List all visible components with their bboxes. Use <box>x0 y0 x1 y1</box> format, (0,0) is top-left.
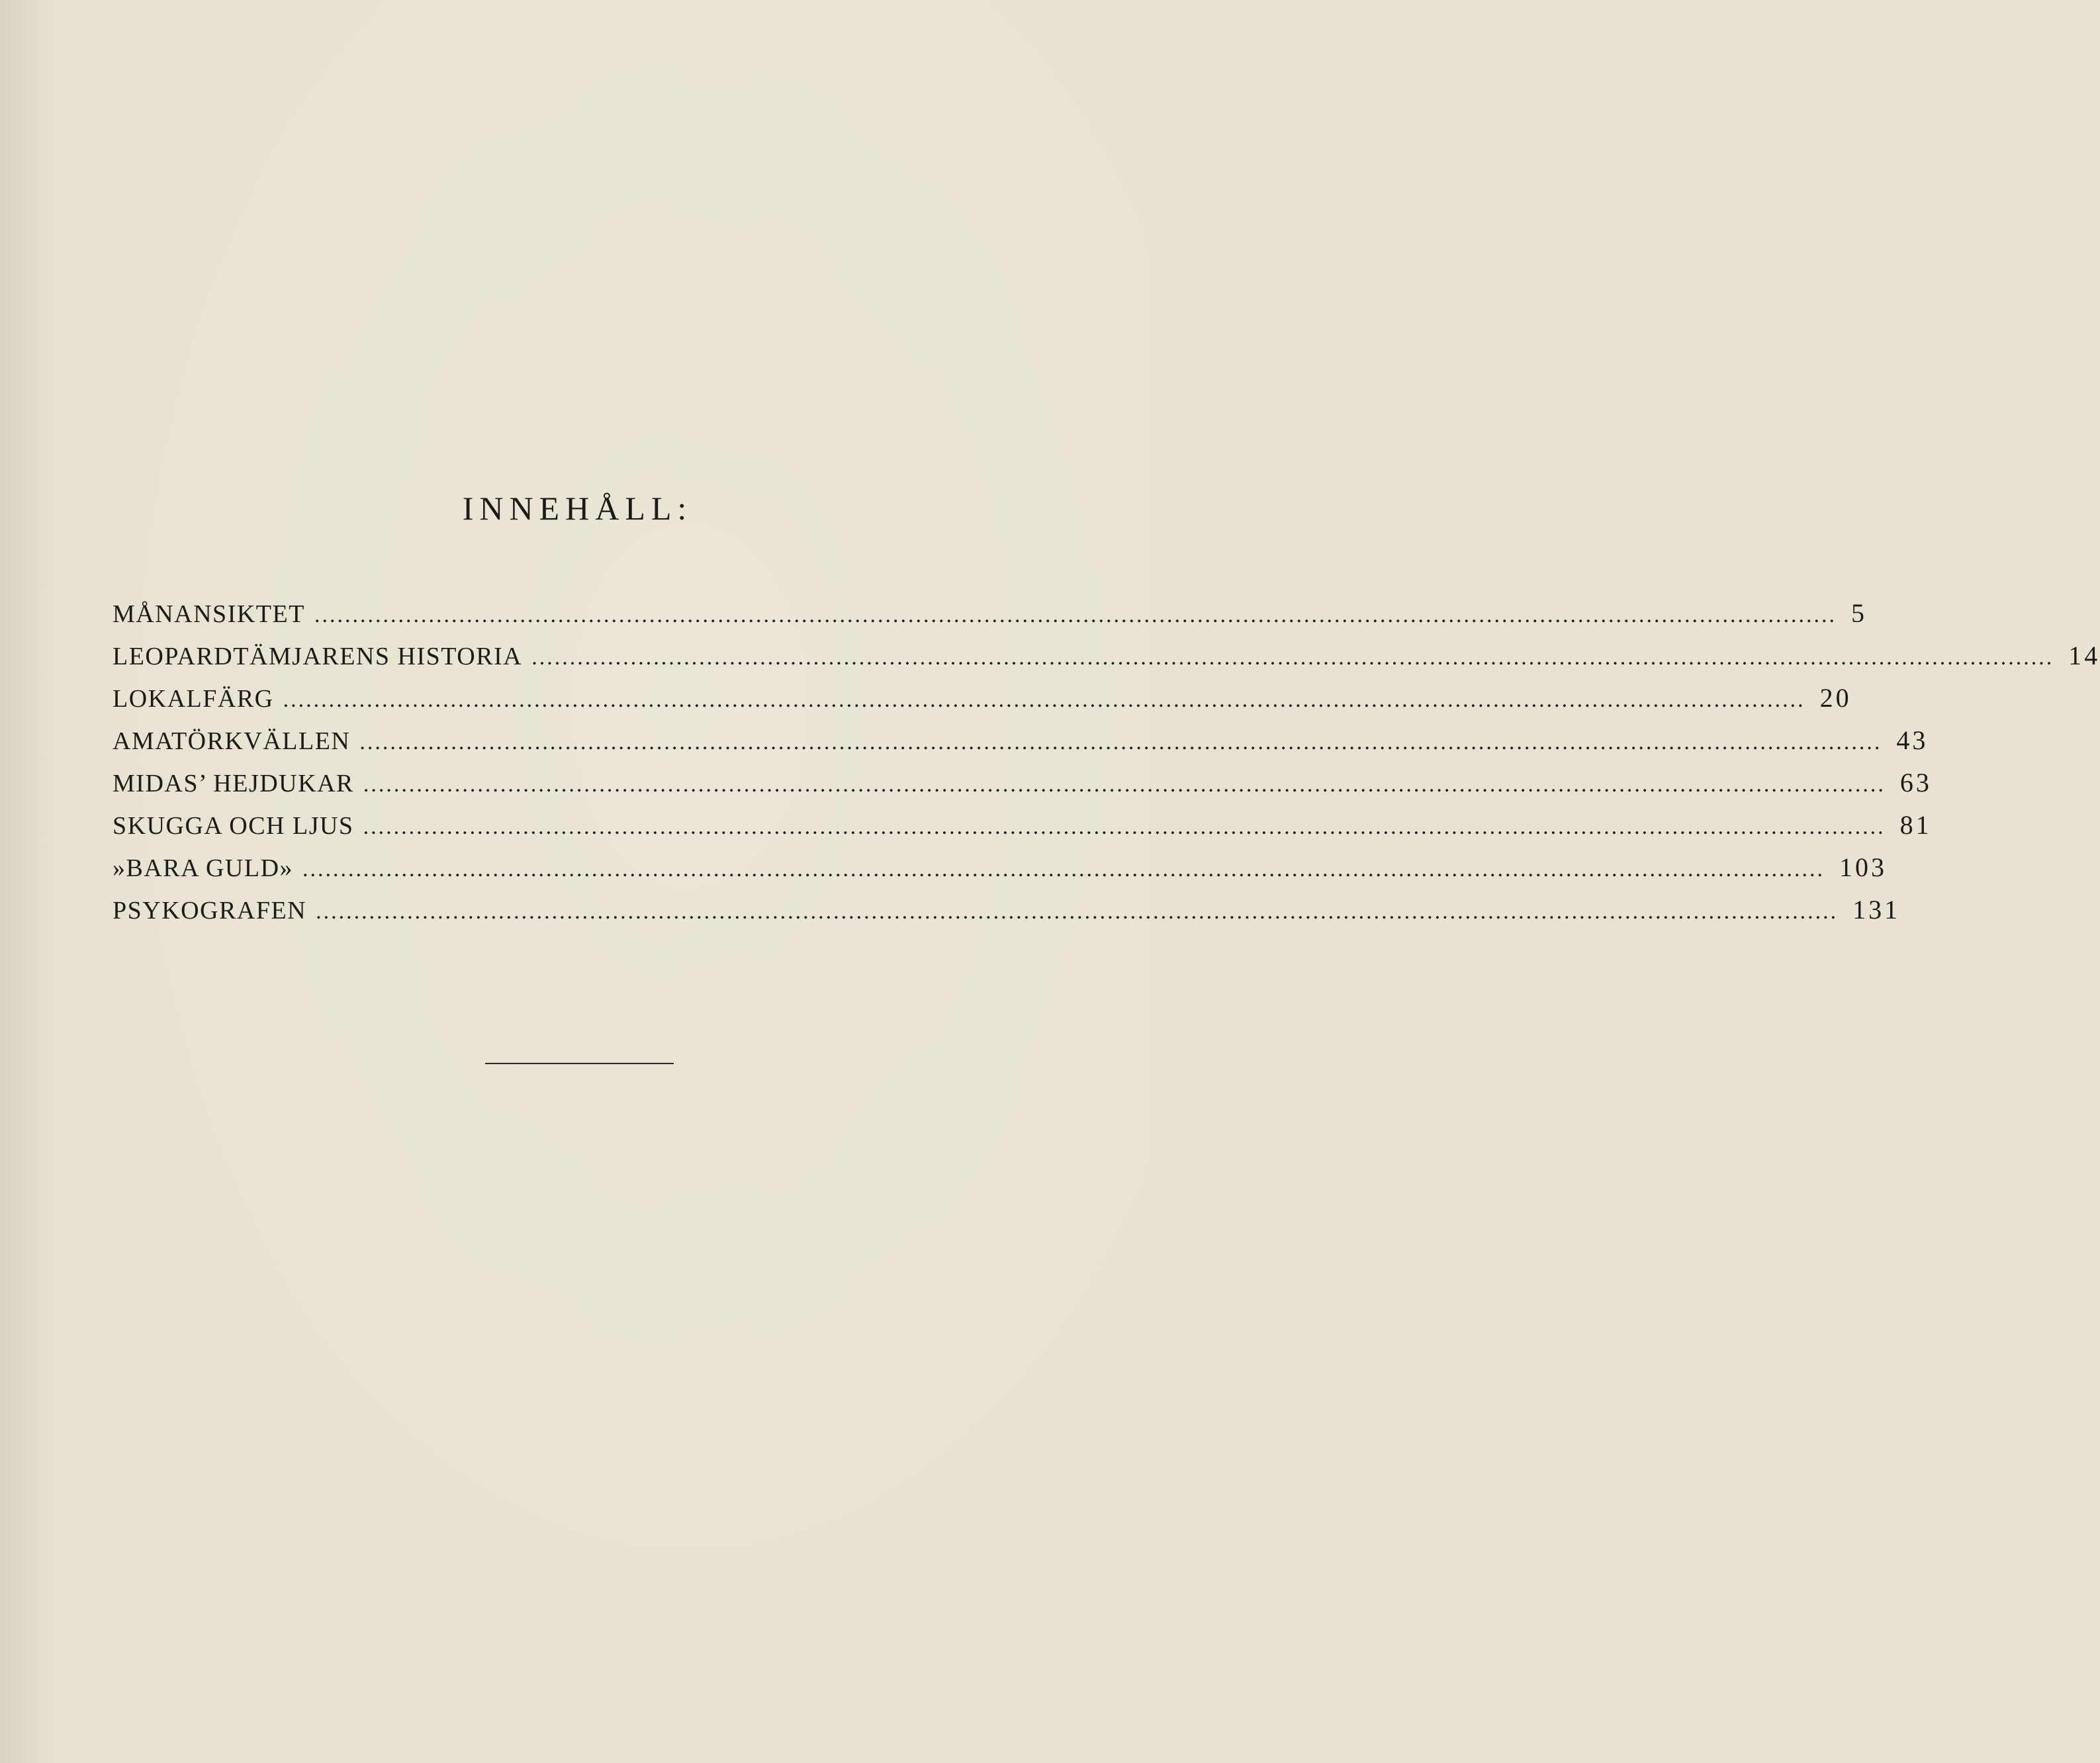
section-divider-rule <box>485 1063 674 1064</box>
toc-entry-title: SKUGGA OCH LJUS <box>113 812 354 840</box>
toc-entry-title: LOKALFÄRG <box>113 685 274 713</box>
toc-entry-page-number: 14 <box>2068 641 2100 670</box>
toc-entry-title: »BARA GULD» <box>113 854 294 882</box>
toc-entry-title: PSYKOGRAFEN <box>113 897 307 925</box>
toc-entry-page-number: 81 <box>1899 810 1932 840</box>
toc-entry <box>113 635 2100 677</box>
toc-entry-title: LEOPARDTÄMJARENS HISTORIA <box>113 643 523 670</box>
dot-leader: ........................................................................................................................................................................................................ <box>363 772 1886 797</box>
toc-entry <box>113 889 1901 931</box>
toc-entry-page-number: 103 <box>1839 852 1888 882</box>
toc-entry-page-number: 63 <box>1899 768 1932 797</box>
table-of-contents <box>113 592 2100 931</box>
page-title: INNEHÅLL: <box>462 490 693 527</box>
toc-entry-title: MÅNANSIKTET <box>113 600 305 628</box>
toc-entry-title: AMATÖRKVÄLLEN <box>113 727 351 755</box>
toc-entry-page-number: 131 <box>1852 895 1901 925</box>
toc-entry-page-number: 5 <box>1850 598 1867 628</box>
toc-entry <box>113 846 1888 889</box>
dot-leader: ........................................................................................................................................................................................................ <box>314 603 1837 627</box>
toc-entry <box>113 719 1929 762</box>
dot-leader: ........................................................................................................................................................................................................ <box>283 688 1805 712</box>
toc-entry <box>113 762 1932 804</box>
toc-entry-page-number: 43 <box>1896 725 1929 755</box>
dot-leader: ........................................................................................................................................................................................................ <box>359 730 1882 754</box>
dot-leader: ........................................................................................................................................................................................................ <box>363 815 1886 839</box>
dot-leader: ........................................................................................................................................................................................................ <box>531 645 2054 670</box>
toc-entry <box>113 592 1867 635</box>
dot-leader: ........................................................................................................................................................................................................ <box>316 899 1839 924</box>
toc-entry <box>113 677 1852 719</box>
dot-leader: ........................................................................................................................................................................................................ <box>302 857 1825 882</box>
toc-entry-title: MIDAS’ HEJDUKAR <box>113 770 354 797</box>
toc-entry-page-number: 20 <box>1819 683 1852 713</box>
toc-entry <box>113 804 1932 846</box>
